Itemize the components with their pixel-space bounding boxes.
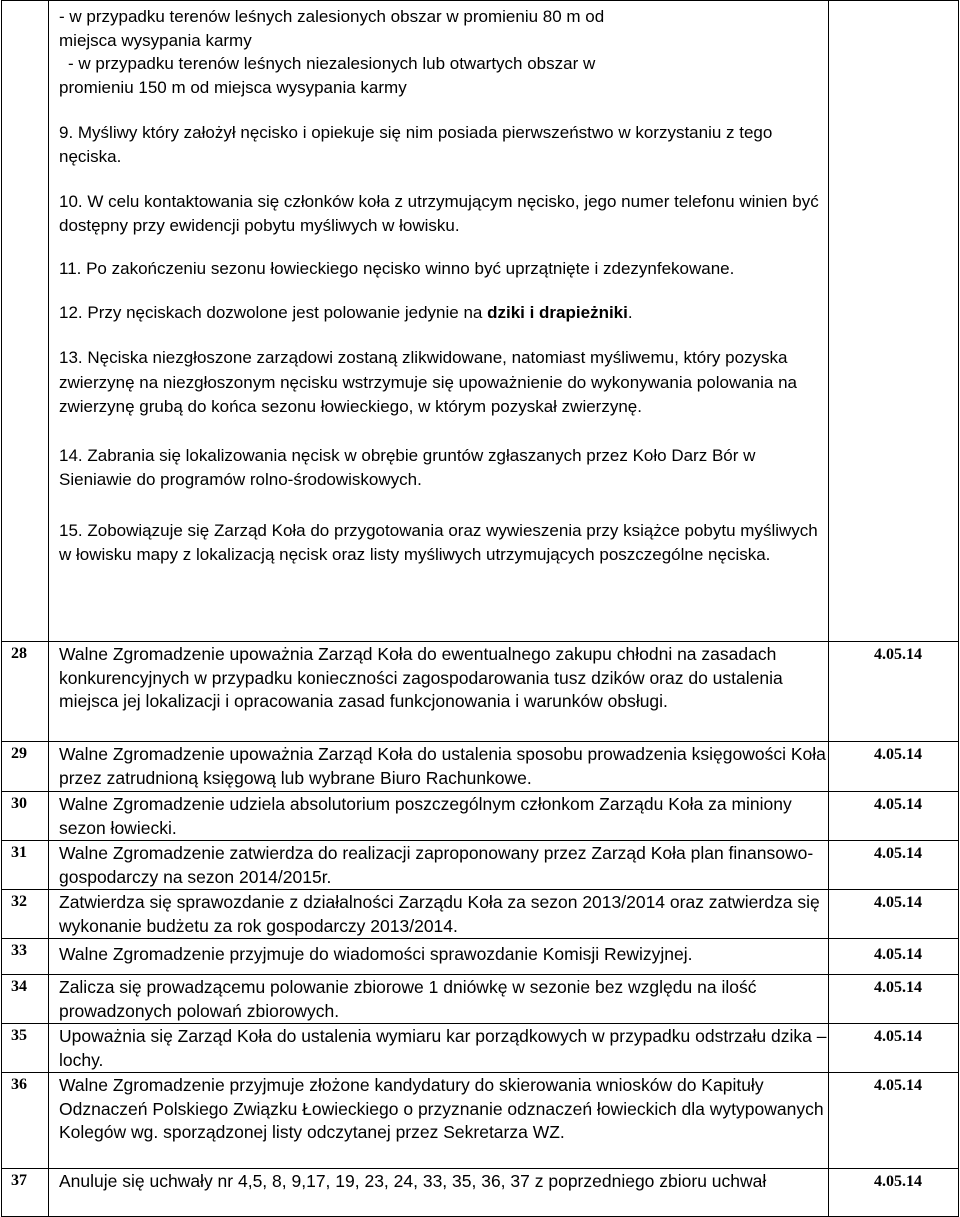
row-number: 29 [2, 742, 49, 792]
row-text: Anuluje się uchwały nr 4,5, 8, 9,17, 19, 23, 24, 33, 35, 36, 37 z poprzedniego zbioru uchwał [49, 1169, 829, 1217]
row-number: 37 [2, 1169, 49, 1217]
row-date: 4.05.14 [829, 1073, 959, 1169]
row-number: 31 [2, 841, 49, 890]
row-number: 33 [2, 939, 49, 975]
continuation-row [2, 1, 959, 642]
table-row [2, 792, 959, 841]
paragraph-12 [59, 301, 828, 325]
paragraph-13: 13. Nęciska niezgłoszone zarządowi zostaną zlikwidowane, natomiast myśliwemu, który pozyska zwierzynę na niezgłoszonym nęcisku wstrzymuje się upoważnienie do wykonywania polowania na zwierzynę grubą do końca sezonu łowieckiego, w którym pozyskał zwierzynę. [59, 348, 797, 416]
intro-line: - w przypadku terenów leśnych niezalesionych lub otwartych obszar w [68, 54, 596, 73]
row-number: 36 [2, 1073, 49, 1169]
row-text: Walne Zgromadzenie przyjmuje złożone kandydatury do skierowania wniosków do Kapituły Odznaczeń Polskiego Związku Łowieckiego o przyznanie odznaczeń łowieckich dla wytypowanych Kolegów wg. sporządzonej listy odczytanej przez Sekretarza WZ. [49, 1073, 829, 1169]
paragraph-14: 14. Zabrania się lokalizowania nęcisk w obrębie gruntów zgłaszanych przez Koło Darz Bór w Sieniawie do programów rolno-środowiskowych. [59, 445, 756, 489]
paragraph-9: 9. Myśliwy który założył nęcisko i opiekuje się nim posiada pierwszeństwo w korzystaniu z tego nęciska. [59, 123, 773, 166]
continuation-text-cell [49, 1, 829, 642]
paragraph-12-text: 12. Przy nęciskach dozwolone jest polowanie jedynie na [59, 302, 488, 322]
table-row [2, 1073, 959, 1169]
intro-line: promieniu 150 m od miejsca wysypania karmy [59, 77, 407, 97]
row-date: 4.05.14 [829, 890, 959, 939]
intro-line: miejsca wysypania karmy [59, 30, 252, 50]
row-text: Walne Zgromadzenie udziela absolutorium poszczególnym członkom Zarządu Koła za miniony sezon łowiecki. [49, 792, 829, 841]
row-text: Walne Zgromadzenie upoważnia Zarząd Koła do ewentualnego zakupu chłodni na zasadach konkurencyjnych w przypadku konieczności zagospodarowania tusz dzików oraz do ustalenia miejsca jej lokalizacji i opracowania zasad funkcjonowania i warunków obsługi. [49, 642, 829, 742]
row-date: 4.05.14 [829, 1169, 959, 1217]
resolutions-table [1, 0, 959, 1217]
row-text: Walne Zgromadzenie zatwierdza do realizacji zaproponowany przez Zarząd Koła plan finansowo-gospodarczy na sezon 2014/2015r. [49, 841, 829, 890]
table-row [2, 939, 959, 975]
table-row [2, 742, 959, 792]
row-date: 4.05.14 [829, 975, 959, 1024]
row-date: 4.05.14 [829, 841, 959, 890]
table-row [2, 1024, 959, 1073]
row-text: Walne Zgromadzenie upoważnia Zarząd Koła do ustalenia sposobu prowadzenia księgowości Koła przez zatrudnioną księgową lub wybrane Biuro Rachunkowe. [49, 742, 829, 792]
table-row [2, 975, 959, 1024]
row-text: Upoważnia się Zarząd Koła do ustalenia wymiaru kar porządkowych w przypadku odstrzału dzika – lochy. [49, 1024, 829, 1073]
intro-line: - w przypadku terenów leśnych zalesionych obszar w promieniu 80 m od [59, 7, 605, 26]
row-number: 30 [2, 792, 49, 841]
continuation-date-cell [829, 1, 959, 642]
row-date: 4.05.14 [829, 792, 959, 841]
continuation-num-cell [2, 1, 49, 642]
row-number: 32 [2, 890, 49, 939]
table-row [2, 890, 959, 939]
table-row [2, 642, 959, 742]
row-text: Zalicza się prowadzącemu polowanie zbiorowe 1 dniówkę w sezonie bez względu na ilość prowadzonych polowań zbiorowych. [49, 975, 829, 1024]
paragraph-15: 15. Zobowiązuje się Zarząd Koła do przygotowania oraz wywieszenia przy książce pobytu myśliwych w łowisku mapy z lokalizacją nęcisk oraz listy myśliwych utrzymujących poszczególne nęciska. [59, 520, 818, 564]
row-date: 4.05.14 [829, 642, 959, 742]
row-number: 28 [2, 642, 49, 742]
row-date: 4.05.14 [829, 1024, 959, 1073]
paragraph-11: 11. Po zakończeniu sezonu łowieckiego nęcisko winno być uprzątnięte i zdezynfekowane. [59, 259, 735, 278]
row-text: Zatwierdza się sprawozdanie z działalności Zarządu Koła za sezon 2013/2014 oraz zatwierdza się wykonanie budżetu za rok gospodarczy 2013/2014. [49, 890, 829, 939]
row-date: 4.05.14 [829, 939, 959, 975]
row-number: 34 [2, 975, 49, 1024]
paragraph-12-bold: dziki i drapieżniki [487, 302, 628, 322]
paragraph-12-end: . [627, 302, 633, 322]
row-date: 4.05.14 [829, 742, 959, 792]
row-text: Walne Zgromadzenie przyjmuje do wiadomości sprawozdanie Komisji Rewizyjnej. [49, 939, 829, 975]
table-row [2, 841, 959, 890]
row-number: 35 [2, 1024, 49, 1073]
table-row [2, 1169, 959, 1217]
paragraph-10: 10. W celu kontaktowania się członków koła z utrzymującym nęcisko, jego numer telefonu winien być dostępny przy ewidencji pobytu myśliwych w łowisku. [59, 192, 819, 235]
continuation-content [49, 1, 828, 568]
